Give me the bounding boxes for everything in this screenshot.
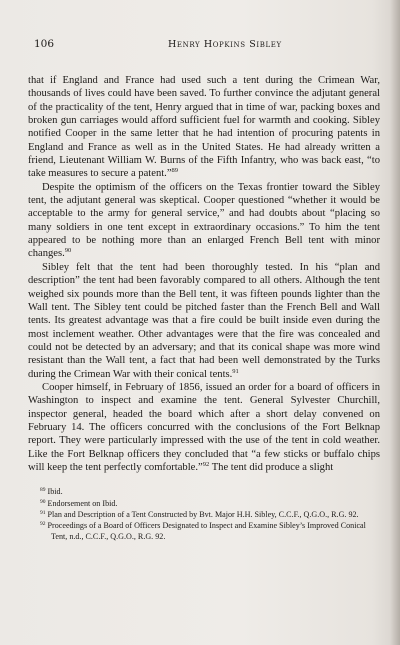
- running-head: Henry Hopkins Sibley: [168, 39, 282, 50]
- paragraph-3-text: Sibley felt that the tent had been thoroughly tested. In his “plan and description” the tent had been favorably compared to all others. Although the tent weighed six pounds more than the Bell tent, it was fifteen pounds lighter than the Wall tent. The Sibley tent could be pitched faster than the French Bell and Wall tents. Its greatest advantage was that a fire could be built inside even during the most inclement weather. Other advantages were that the fire was concealed and could not be detected by an adversary; and that its conical shape was more wind resistant than the Wall tent, a fact that had been well demonstrated by the Turks during the Crimean War with their conical tents.: [28, 261, 380, 380]
- page-header: [28, 38, 380, 52]
- paragraph-1-text: that if England and France had used such a tent during the Crimean War, thousands of lives could have been saved. To further convince the adjutant general of the practicality of the tent, Henry argued that in time of war, packing boxes and broken gun carriages would afford sufficient fuel for warmth and cooking. Sibley notified Cooper in the same letter that he had intention of procuring patents in England and France as well as in the United States. He had already written a friend, Lieutenant William W. Burns of the Fifth Infantry, who was back east, “to take measures to secure a patent.”: [28, 75, 380, 180]
- footnote-ref-90: 90: [64, 247, 72, 255]
- footnote-text: Proceedings of a Board of Officers Designated to Inspect and Examine Sibley’s Improved Conical Tent, n.d., C.C.F., Q.G.O., R.G. 92.: [47, 520, 366, 542]
- footnote-number: 91: [40, 509, 46, 516]
- footnote-text: Ibid.: [47, 487, 63, 497]
- body-text: [28, 74, 380, 474]
- footnote-ref-89: 89: [171, 167, 179, 175]
- paragraph-3: [28, 261, 380, 381]
- footnote-text: Endorsement on Ibid.: [47, 498, 118, 508]
- footnotes: [28, 486, 380, 542]
- page-number: 106: [34, 38, 55, 50]
- footnote-ref-92: 92: [202, 460, 210, 468]
- footnote-92: [40, 520, 380, 542]
- paragraph-4: [28, 381, 380, 474]
- paragraph-2-text: Despite the optimism of the officers on the Texas frontier toward the Sibley tent, the adjutant general was skeptical. Cooper questioned “whether it would be acceptable to the army for general service,” and had doubts about “placing so many soldiers in one tent except in extraordinary occasions.” To him the tent appeared to be nothing more than an enlarged French Bell tent with minor changes.: [28, 181, 380, 260]
- footnote-number: 92: [40, 520, 46, 527]
- footnote-89: [40, 486, 380, 497]
- paragraph-4-continuation: The tent did produce a slight: [209, 461, 334, 473]
- footnote-number: 90: [40, 498, 46, 505]
- footnote-ref-91: 91: [232, 367, 239, 375]
- footnote-91: [40, 509, 380, 520]
- footnote-90: [40, 498, 380, 509]
- page-gutter-shadow: [390, 0, 400, 645]
- paragraph-4-text: Cooper himself, in February of 1856, issued an order for a board of officers in Washington to inspect and examine the tent. General Sylvester Churchill, inspector general, headed the board which after a short delay convened on February 14. The officers concurred with the conclusions of the Fort Belknap report. They were particularly impressed with the use of the tent in cold weather. Like the Fort Belknap officers they concluded that “a few sticks or buffalo chips will keep the tent perfectly comfortable.”: [28, 381, 380, 473]
- footnote-number: 89: [40, 487, 46, 494]
- paragraph-1: [28, 74, 380, 181]
- footnote-text: Plan and Description of a Tent Constructed by Bvt. Major H.H. Sibley, C.C.F., Q.G.O., R.G. 92.: [47, 509, 359, 519]
- paragraph-2: [28, 181, 380, 261]
